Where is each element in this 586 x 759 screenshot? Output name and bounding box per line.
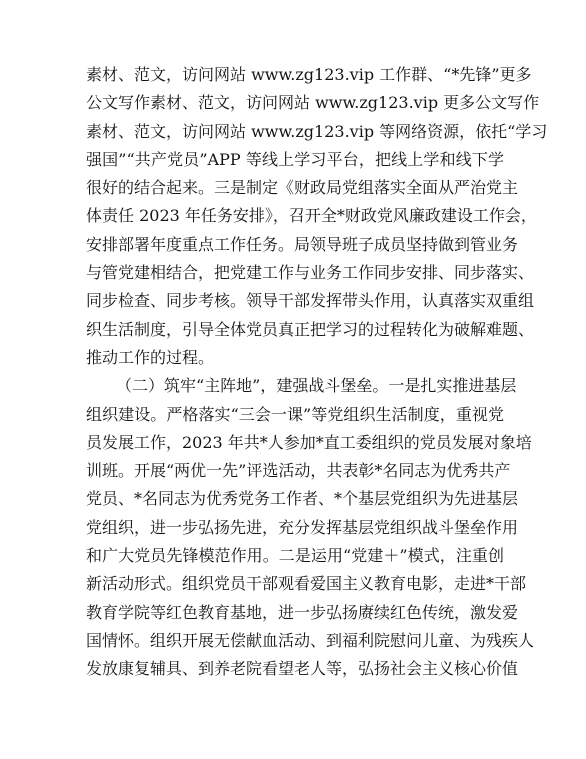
text-line: 发放康复辅具、到养老院看望老人等，弘扬社会主义核心价值 — [86, 659, 519, 679]
text-line: 体责任 2023 年任务安排》，召开全*财政党风廉政建设工作会， — [86, 206, 537, 226]
text-line: 训班。开展“两优一先”评选活动，共表彰*名同志为优秀共产 — [86, 461, 511, 481]
document-body — [86, 61, 548, 684]
text-line: 党组织，进一步弘扬先进，充分发挥基层党组织战斗堡垒作用 — [86, 517, 519, 537]
text-line: 素材、范文，访问网站 www.zg123.vip 等网络资源，依托“学习 — [86, 121, 548, 141]
text-line: 很好的结合起来。三是制定《财政局党组落实全面从严治党主 — [86, 178, 519, 198]
text-line: 强国”“共产党员”APP 等线上学习平台，把线上学和线下学 — [86, 149, 504, 169]
text-line: 组织建设。严格落实“三会一课”等党组织生活制度，重视党 — [86, 404, 504, 424]
text-line: 党员、*名同志为优秀党务工作者、*个基层党组织为先进基层 — [86, 489, 519, 509]
text-line: 新活动形式。组织党员干部观看爱国主义教育电影，走进*干部 — [86, 574, 527, 594]
text-line: 织生活制度，引导全体党员真正把学习的过程转化为破解难题、 — [86, 319, 535, 339]
text-line: 安排部署年度重点工作任务。局领导班子成员坚持做到管业务 — [86, 234, 519, 254]
text-line: 素材、范文，访问网站 www.zg123.vip 工作群、“*先锋”更多 — [86, 65, 532, 84]
text-line: 公文写作素材、范文，访问网站 www.zg123.vip 更多公文写作 — [86, 93, 540, 113]
text-line: 国情怀。组织开展无偿献血活动、到福利院慰问儿童、为残疾人 — [86, 630, 535, 650]
paragraph-start-line: （二）筑牢“主阵地”，建强战斗堡垒。一是扎实推进基层 — [116, 376, 517, 396]
text-line: 同步检查、同步考核。领导干部发挥带头作用，认真落实双重组 — [86, 291, 535, 311]
text-line: 和广大党员先锋模范作用。二是运用“党建＋”模式，注重创 — [86, 546, 504, 566]
text-line: 教育学院等红色教育基地，进一步弘扬赓续红色传统，激发爱 — [86, 602, 519, 622]
paragraph-end-line: 推动工作的过程。 — [86, 347, 215, 367]
text-line: 与管党建相结合，把党建工作与业务工作同步安排、同步落实、 — [86, 263, 535, 283]
text-line: 员发展工作，2023 年共*人参加*直工委组织的党员发展对象培 — [86, 432, 532, 452]
